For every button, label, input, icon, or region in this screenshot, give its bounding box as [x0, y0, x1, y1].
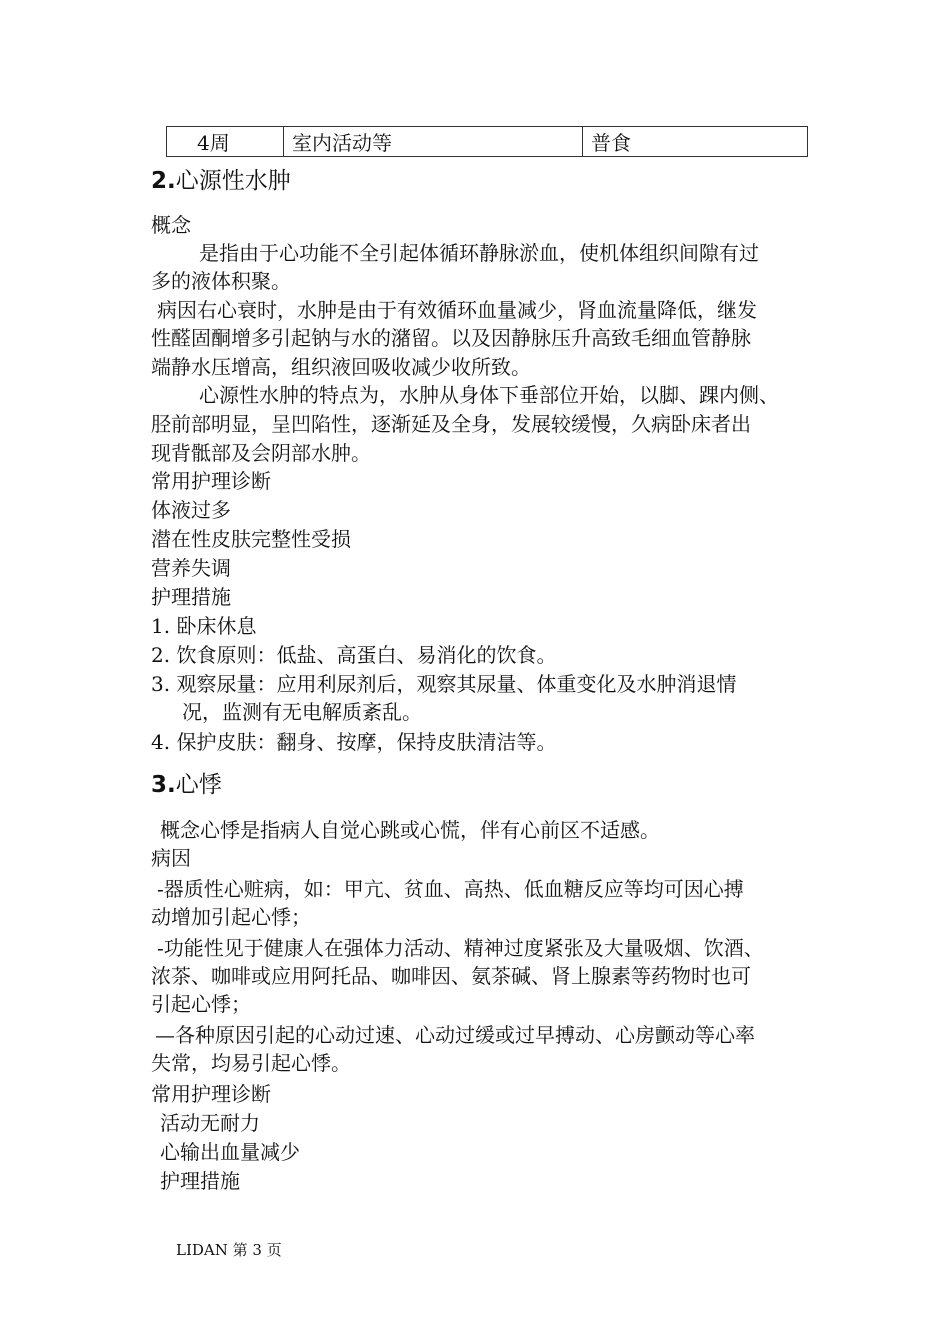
text-line: 潜在性皮肤完整性受损	[151, 527, 351, 551]
page-footer: LIDAN 第 3 页	[176, 1241, 282, 1259]
text-line: —各种原因引起的心动过速、心动过缓或过早搏动、心房颤动等心率	[155, 1023, 755, 1047]
text-line: 失常，均易引起心悸。	[151, 1051, 351, 1075]
text-line: 心源性水肿的特点为，水肿从身体下垂部位开始，以脚、踝内侧、	[199, 383, 779, 407]
section-heading	[151, 166, 291, 196]
text-line: 护理措施	[160, 1169, 240, 1193]
text-line: 活动无耐力	[160, 1111, 260, 1135]
text-line: 常用护理诊断	[151, 1082, 271, 1106]
text-line: 是指由于心功能不全引起体循环静脉淤血，使机体组织间隙有过	[199, 241, 759, 265]
text-line: 营养失调	[151, 556, 231, 580]
text-line: 浓茶、咖啡或应用阿托品、咖啡因、氨茶碱、肾上腺素等药物时也可	[151, 964, 751, 988]
text-line: 护理措施	[151, 585, 231, 609]
table-cell: 普食	[583, 127, 808, 157]
text-line: 心输出血量减少	[160, 1140, 300, 1164]
text-line: 体液过多	[151, 498, 231, 522]
text-line: 端静水压增高，组织液回吸收减少收所致。	[151, 355, 531, 379]
text-line: 引起心悸；	[151, 992, 251, 1016]
list-item: 1. 卧床休息	[151, 614, 257, 638]
text-line: 胫前部明显，呈凹陷性，逐渐延及全身，发展较缓慢，久病卧床者出	[151, 412, 751, 436]
section-title: 心悸	[175, 772, 222, 798]
text-line: 多的液体积聚。	[151, 269, 291, 293]
list-item: 4. 保护皮肤：翻身、按摩，保持皮肤清洁等。	[151, 730, 557, 754]
activity-diet-table	[166, 126, 808, 157]
text-line: 病因	[151, 846, 191, 870]
section-heading	[151, 770, 222, 800]
text-line: 病因右心衰时，水肿是由于有效循环血量减少，肾血流量降低，继发	[157, 298, 757, 322]
text-line: 况，监测有无电解质紊乱。	[182, 700, 422, 724]
text-line: -器质性心赃病，如：甲亢、贫血、高热、低血糖反应等均可因心搏	[157, 877, 744, 901]
text-line: 现背骶部及会阴部水肿。	[151, 441, 371, 465]
section-title: 心源性水肿	[175, 168, 291, 194]
table-row	[167, 127, 808, 157]
text-line: 常用护理诊断	[151, 469, 271, 493]
table-cell: 室内活动等	[284, 127, 583, 157]
text-line: -功能性见于健康人在强体力活动、精神过度紧张及大量吸烟、饮酒、	[157, 936, 764, 960]
text-line: 概念心悸是指病人自觉心跳或心慌，伴有心前区不适感。	[160, 818, 660, 842]
section-number: 3.	[151, 772, 176, 798]
text-line: 性醛固酮增多引起钠与水的潴留。以及因静脉压升高致毛细血管静脉	[151, 326, 751, 350]
table-cell: 4周	[167, 127, 284, 157]
section-number: 2.	[151, 168, 176, 194]
text-line: 动增加引起心悸；	[151, 905, 311, 929]
list-item: 3. 观察尿量：应用利尿剂后，观察其尿量、体重变化及水肿消退情	[151, 672, 737, 696]
text-line: 概念	[151, 213, 191, 237]
list-item: 2. 饮食原则：低盐、高蛋白、易消化的饮食。	[151, 643, 557, 667]
